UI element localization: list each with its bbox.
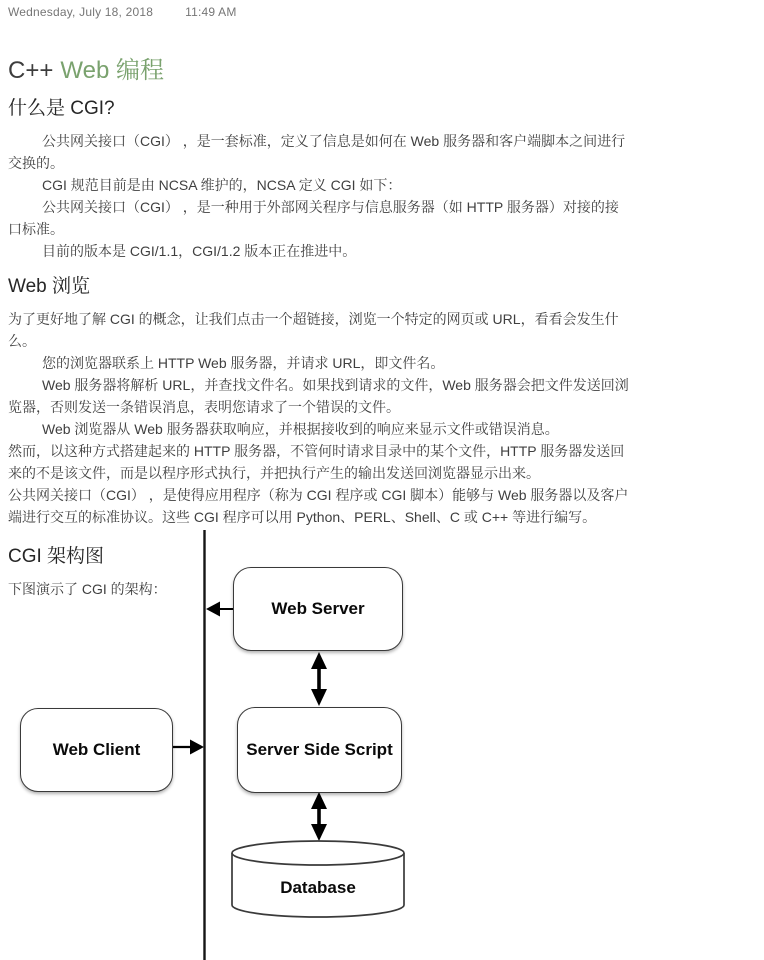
diagram-node-web-server <box>233 567 403 651</box>
paragraph: 公共网关接口（CGI） ，是一种用于外部网关程序与信息服务器（如 HTTP 服务器）对接的接口标准。 <box>8 199 619 237</box>
cgi-architecture-diagram <box>0 528 764 960</box>
note-date: Wednesday, July 18, 2018 <box>8 5 154 19</box>
paragraph: 公共网关接口（CGI） ，是一套标准，定义了信息是如何在 Web 服务器和客户端脚本之间进行交换的。 <box>8 133 626 171</box>
paragraph: 为了更好地了解 CGI 的概念，让我们点击一个超链接，浏览一个特定的网页或 URL，看看会发生什么。 <box>8 311 619 349</box>
arrow-web-server-server-script-icon <box>311 652 327 706</box>
node-label: Server Side Script <box>246 740 393 759</box>
arrow-web-server-to-line-icon <box>206 602 233 617</box>
note-time: 11:49 AM <box>185 5 237 19</box>
diagram-node-web-client <box>20 708 173 792</box>
page-title <box>8 56 764 86</box>
page-title-prefix: C++ <box>8 57 54 84</box>
paragraph: 您的浏览器联系上 HTTP Web 服务器，并请求 URL，即文件名。 <box>42 355 445 371</box>
section-heading-web-browsing: Web 浏览 <box>8 276 91 297</box>
arrow-web-client-to-line-icon <box>173 740 204 755</box>
paragraph: 公共网关接口（CGI） ，是使得应用程序（称为 CGI 程序或 CGI 脚本）能够与 Web 服务器以及客户端进行交互的标准协议。这些 CGI 程序可以用 Python、PERL、Shell、C 或 C++ 等进行编写。 <box>8 487 629 525</box>
note-meta <box>0 0 764 19</box>
diagram-node-server-side-script <box>237 707 402 793</box>
paragraph: 目前的版本是 CGI/1.1，CGI/1.2 版本正在推进中。 <box>42 243 357 259</box>
section-heading-what-is-cgi: 什么是 CGI? <box>8 98 115 119</box>
paragraph: 下图演示了 CGI 的架构： <box>8 581 167 597</box>
paragraph: Web 服务器将解析 URL，并查找文件名。如果找到请求的文件，Web 服务器会把文件发送回浏览器，否则发送一条错误消息，表明您请求了一个错误的文件。 <box>8 377 629 415</box>
paragraph: 然而，以这种方式搭建起来的 HTTP 服务器，不管何时请求目录中的某个文件，HTTP 服务器发送回来的不是该文件，而是以程序形式执行，并把执行产生的输出发送回浏览器显示出来。 <box>8 443 625 481</box>
section-what-is-cgi-body <box>8 130 630 262</box>
page-title-highlight: Web 编程 <box>60 57 164 84</box>
section-heading-cgi-architecture: CGI 架构图 <box>8 546 105 567</box>
diagram-node-database <box>232 868 404 908</box>
paragraph: CGI 规范目前是由 NCSA 维护的，NCSA 定义 CGI 如下： <box>42 177 402 193</box>
node-label: Web Client <box>52 740 141 759</box>
arrow-server-script-database-icon <box>311 792 327 841</box>
section-web-browsing-body <box>8 308 630 528</box>
paragraph: Web 浏览器从 Web 服务器获取响应，并根据接收到的响应来显示文件或错误消息。 <box>42 421 559 437</box>
node-label: Web Server <box>271 599 365 618</box>
node-label: Database <box>280 878 356 897</box>
